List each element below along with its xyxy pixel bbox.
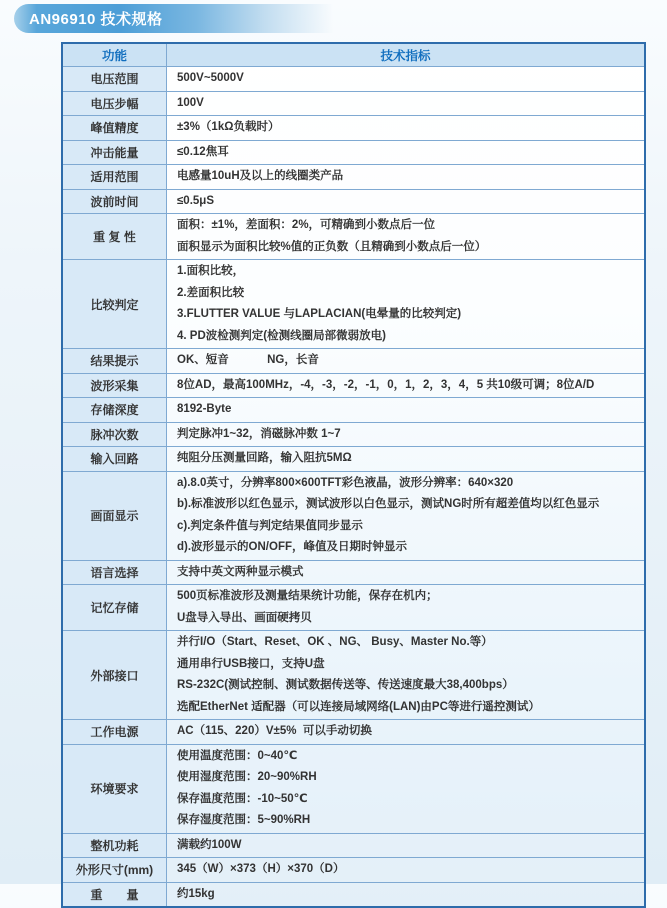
value-line: 使用湿度范围：20~90%RH — [177, 771, 317, 783]
value-line: 2.差面积比较 — [177, 286, 245, 299]
table-row — [63, 140, 644, 165]
row-value — [167, 92, 644, 116]
row-value — [167, 398, 644, 422]
value-line: 选配EtherNet 适配器（可以连接局域网络(LAN)由PC等进行遥控测试） — [177, 700, 540, 713]
row-value — [167, 423, 644, 447]
row-value — [167, 260, 644, 348]
row-value — [167, 349, 644, 373]
table-row — [63, 857, 644, 882]
value-line: ±3%（1kΩ负载时） — [177, 121, 280, 133]
value-line: a).8.0英寸，分辨率800×600TFT彩色液晶，波形分辨率：640×320 — [177, 476, 514, 489]
row-value — [167, 67, 644, 91]
value-line: 使用温度范围：0~40℃ — [177, 749, 298, 762]
table-row — [63, 833, 644, 858]
value-line: 通用串行USB接口，支持U盘 — [177, 657, 325, 670]
table-row — [63, 91, 644, 116]
table-row — [63, 164, 644, 189]
row-label: 适用范围 — [63, 165, 167, 189]
row-label: 重 复 性 — [63, 214, 167, 259]
row-value — [167, 834, 644, 858]
row-value — [167, 745, 644, 833]
value-line: 电感量10uH及以上的线圈类产品 — [177, 170, 344, 182]
row-label: 电压范围 — [63, 67, 167, 91]
row-value — [167, 165, 644, 189]
row-label: 画面显示 — [63, 472, 167, 560]
value-line: 满载约100W — [177, 838, 242, 851]
value-line: 1.面积比较， — [177, 265, 245, 277]
value-line: d).波形显示的ON/OFF，峰值及日期时钟显示 — [177, 541, 407, 553]
table-row — [63, 115, 644, 140]
value-line: 面积：±1%，差面积：2%，可精确到小数点后一位 — [177, 219, 436, 231]
value-line: 500页标准波形及测量结果统计功能，保存在机内； — [177, 590, 438, 602]
row-value — [167, 141, 644, 165]
row-value — [167, 561, 644, 585]
value-line: 判定脉冲1~32，消磁脉冲数 1~7 — [177, 427, 341, 440]
value-line: 保存温度范围：-10~50℃ — [177, 792, 308, 805]
value-line: 并行I/O（Start、Reset、OK 、NG、 Busy、Master No.等） — [177, 636, 493, 648]
row-value — [167, 631, 644, 719]
table-header-row — [63, 44, 644, 66]
row-label: 整机功耗 — [63, 834, 167, 858]
header-function: 功能 — [63, 44, 167, 66]
row-value — [167, 720, 644, 744]
table-row — [63, 584, 644, 630]
value-line: 保存湿度范围：5~90%RH — [177, 814, 311, 826]
value-line: 支持中英文两种显示模式 — [177, 565, 304, 578]
row-label: 结果提示 — [63, 349, 167, 373]
table-row — [63, 397, 644, 422]
value-line: 500V~5000V — [177, 72, 244, 84]
table-row — [63, 66, 644, 91]
table-row — [63, 719, 644, 744]
value-line: 100V — [177, 96, 204, 109]
spec-table — [61, 42, 646, 908]
row-value — [167, 214, 644, 259]
value-line: ≤0.5μS — [177, 194, 215, 207]
value-line: c).判定条件值与判定结果值同步显示 — [177, 519, 363, 532]
value-line: 纯阻分压测量回路，输入阻抗5MΩ — [177, 452, 352, 464]
row-label: 环境要求 — [63, 745, 167, 833]
row-label: 电压步幅 — [63, 92, 167, 116]
table-row — [63, 471, 644, 560]
value-line: 8位AD，最高100MHz，-4，-3，-2，-1，0，1，2，3，4，5 共10级可调；8位A/D — [177, 378, 595, 391]
row-label: 存储深度 — [63, 398, 167, 422]
table-row — [63, 189, 644, 214]
table-row — [63, 348, 644, 373]
table-row — [63, 446, 644, 471]
row-value — [167, 858, 644, 882]
header-spec: 技术指标 — [380, 49, 431, 63]
value-line: 8192-Byte — [177, 403, 232, 415]
row-value — [167, 374, 644, 398]
value-line: OK、短音 NG，长音 — [177, 354, 319, 366]
row-value — [167, 447, 644, 471]
value-line: 3.FLUTTER VALUE 与LAPLACIAN(电晕量的比较判定) — [177, 308, 462, 320]
row-label: 波前时间 — [63, 190, 167, 214]
row-label: 语言选择 — [63, 561, 167, 585]
row-label: 冲击能量 — [63, 141, 167, 165]
table-row — [63, 259, 644, 348]
value-line: b).标准波形以红色显示，测试波形以白色显示，测试NG时所有超差值均以红色显示 — [177, 498, 600, 510]
table-row — [63, 882, 644, 907]
row-value — [167, 883, 644, 907]
value-line: AC（115、220）V±5% 可以手动切换 — [177, 725, 372, 737]
table-row — [63, 373, 644, 398]
page-title-banner — [14, 4, 394, 33]
row-value — [167, 472, 644, 560]
row-label: 比较判定 — [63, 260, 167, 348]
row-value — [167, 116, 644, 140]
row-label: 外形尺寸(mm) — [63, 858, 167, 882]
row-label: 输入回路 — [63, 447, 167, 471]
table-row — [63, 630, 644, 719]
table-row — [63, 560, 644, 585]
row-value — [167, 585, 644, 630]
row-label: 外部接口 — [63, 631, 167, 719]
row-label: 峰值精度 — [63, 116, 167, 140]
value-line: U盘导入导出、画面硬拷贝 — [177, 611, 312, 624]
value-line: 约15kg — [177, 887, 215, 900]
table-row — [63, 422, 644, 447]
table-row — [63, 213, 644, 259]
row-label: 波形采集 — [63, 374, 167, 398]
row-label: 工作电源 — [63, 720, 167, 744]
value-line: 345（W）×373（H）×370（D） — [177, 863, 345, 875]
table-row — [63, 744, 644, 833]
value-line: ≤0.12焦耳 — [177, 145, 229, 158]
value-line: 4. PD波检测判定(检测线圈局部微弱放电) — [177, 329, 386, 342]
page-title: AN96910 技术规格 — [29, 11, 163, 28]
row-label: 脉冲次数 — [63, 423, 167, 447]
value-line: RS-232C(测试控制、测试数据传送等、传送速度最大38,400bps） — [177, 679, 514, 691]
row-label: 记忆存储 — [63, 585, 167, 630]
value-line: 面积显示为面积比较%值的正负数（且精确到小数点后一位） — [177, 240, 487, 253]
row-label: 重 量 — [63, 883, 167, 907]
row-value — [167, 190, 644, 214]
